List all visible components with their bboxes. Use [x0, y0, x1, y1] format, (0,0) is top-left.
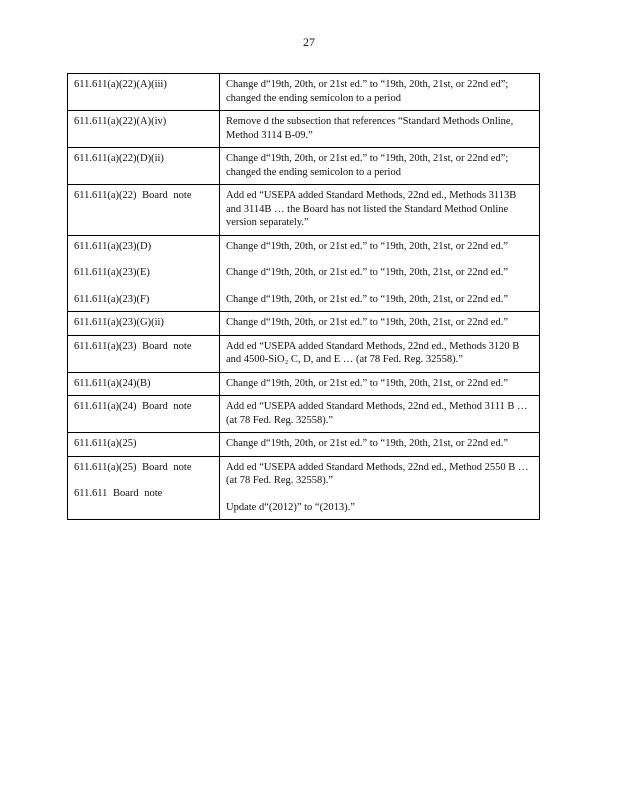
change-cell: [220, 312, 540, 336]
section-cell: [68, 372, 220, 396]
section-cell: [68, 185, 220, 236]
section-cell: [68, 312, 220, 336]
change-cell: [220, 456, 540, 520]
table-row: [68, 372, 540, 396]
section-reference: 611.611(a)(23) Board note: [74, 340, 192, 352]
section-reference: 611.611(a)(24) Board note: [74, 401, 192, 412]
change-cell: [220, 433, 540, 457]
change-cell: [220, 372, 540, 396]
change-description: Add ed “USEPA added Standard Methods, 22nd ed., Methods 3120 B and 4500-SiO₂ C, D, and E … (at 78 Fed. Reg. 32558).”: [226, 340, 520, 365]
section-reference: 611.611(a)(25): [74, 438, 137, 449]
change-cell: [220, 335, 540, 372]
table-row: [68, 433, 540, 457]
section-cell: [68, 396, 220, 433]
section-cell: [68, 111, 220, 148]
change-description: Remove d the subsection that references “Standard Methods Online, Method 3114 B-09.”: [226, 116, 514, 141]
change-description: Change d“19th, 20th, or 21st ed.” to “19th, 20th, 21st, or 22nd ed.”: [226, 267, 508, 278]
section-reference: 611.611(a)(25) Board note: [74, 461, 192, 473]
table-row: [68, 335, 540, 372]
section-cell: [68, 74, 220, 111]
section-cell: [68, 335, 220, 372]
table-row: [68, 312, 540, 336]
change-description: Add ed “USEPA added Standard Methods, 22nd ed., Method 2550 B … (at 78 Fed. Reg. 32558).”: [226, 461, 529, 486]
section-reference: 611.611(a)(22)(A)(iii): [74, 79, 167, 90]
table-row: [68, 396, 540, 433]
section-reference: 611.611(a)(24)(B): [74, 377, 151, 389]
change-cell: [220, 111, 540, 148]
table-row: [68, 185, 540, 236]
change-description: Update d“(2012)” to “(2013).”: [226, 501, 355, 513]
table-row: [68, 456, 540, 520]
change-cell: [220, 396, 540, 433]
section-reference: 611.611(a)(23)(G)(ii): [74, 317, 164, 328]
section-cell: [68, 456, 220, 520]
change-cell: [220, 74, 540, 111]
section-reference: 611.611(a)(23)(E): [74, 267, 150, 278]
section-cell: [68, 433, 220, 457]
section-reference: 611.611(a)(22) Board note: [74, 190, 192, 201]
table-row: [68, 74, 540, 111]
change-description: Change d“19th, 20th, or 21st ed.” to “19th, 20th, 21st, or 22nd ed.”: [226, 377, 508, 389]
change-cell: [220, 235, 540, 312]
change-description: Add ed “USEPA added Standard Methods, 22nd ed., Methods 3113B and 3114B … the Board has not listed the Standard Method Online version separately.”: [226, 190, 517, 228]
change-description: Change d“19th, 20th, or 21st ed.” to “19th, 20th, 21st, or 22nd ed.”: [226, 317, 508, 328]
section-cell: [68, 235, 220, 312]
change-cell: [220, 148, 540, 185]
table-row: [68, 148, 540, 185]
change-description: Change d“19th, 20th, or 21st ed.” to “19th, 20th, 21st, or 22nd ed.”: [226, 438, 508, 449]
page-number: 27: [303, 35, 315, 49]
table-row: [68, 111, 540, 148]
section-cell: [68, 148, 220, 185]
change-description: Change d“19th, 20th, or 21st ed.” to “19th, 20th, 21st, or 22nd ed”; changed the ending semicolon to a period: [226, 153, 509, 178]
table-row: [68, 235, 540, 312]
change-description: Change d“19th, 20th, or 21st ed.” to “19th, 20th, 21st, or 22nd ed”; changed the ending semicolon to a period: [226, 79, 509, 104]
amendments-table: [67, 73, 540, 520]
section-reference: 611.611(a)(23)(D): [74, 240, 152, 252]
section-reference: 611.611(a)(22)(A)(iv): [74, 116, 167, 127]
section-reference: 611.611 Board note: [74, 488, 163, 499]
change-description: Add ed “USEPA added Standard Methods, 22nd ed., Method 3111 B … (at 78 Fed. Reg. 32558).”: [226, 401, 528, 426]
section-reference: 611.611(a)(22)(D)(ii): [74, 153, 164, 164]
change-description: Change d“19th, 20th, or 21st ed.” to “19th, 20th, 21st, or 22nd ed.”: [226, 293, 508, 305]
section-reference: 611.611(a)(23)(F): [74, 293, 150, 305]
change-description: Change d“19th, 20th, or 21st ed.” to “19th, 20th, 21st, or 22nd ed.”: [226, 240, 508, 252]
change-cell: [220, 185, 540, 236]
